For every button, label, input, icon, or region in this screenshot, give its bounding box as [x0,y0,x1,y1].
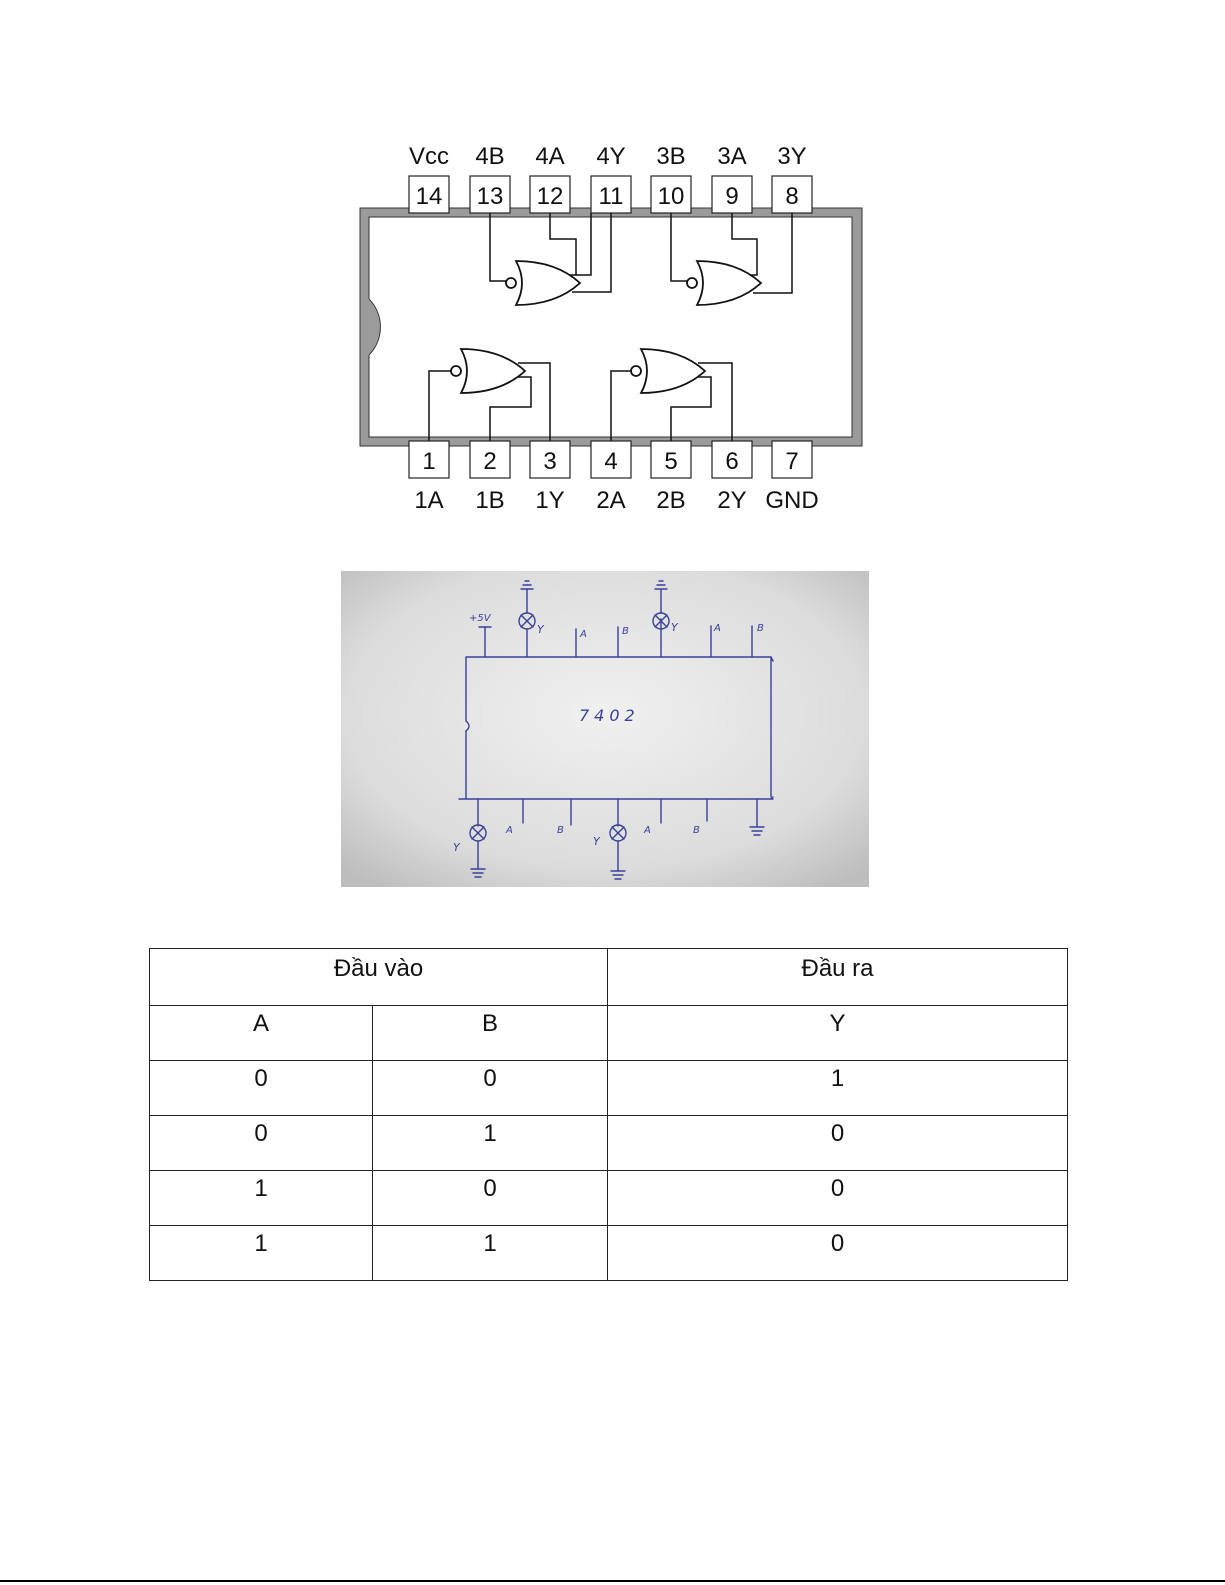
top-label-b1: B [622,626,629,637]
pin-name-1: 1A [414,487,444,514]
cell-a: 0 [150,1061,373,1116]
top-label-a2: A [714,623,721,634]
cell-y: 0 [608,1226,1068,1281]
bottom-label-a2: A [644,825,651,836]
pin-name-7: GND [765,487,819,514]
cell-b: 0 [373,1171,608,1226]
chip-label: 7402 [579,706,640,725]
bottom-label-a1: A [506,825,513,836]
outputs-header: Đầu ra [608,949,1068,1006]
top-label-y1: Y [537,623,544,636]
photo-paper [341,571,869,887]
pin-name-14: Vcc [408,143,450,170]
column-y-header: Y [608,1006,1068,1061]
pin-name-2: 1B [475,487,505,514]
cell-y: 0 [608,1116,1068,1171]
pin-number-2: 2 [483,448,497,475]
pin-number-9: 9 [725,183,739,210]
pin-number-10: 10 [657,183,685,210]
pin-number-12: 12 [536,183,564,210]
pin-name-12: 4A [535,143,565,170]
pin-number-7: 7 [785,448,799,475]
cell-b: 1 [373,1226,608,1281]
bottom-label-y2: Y [593,835,600,848]
nor-truth-table [149,948,1068,1281]
cell-a: 1 [150,1226,373,1281]
pin-name-6: 2Y [717,487,747,514]
cell-y: 0 [608,1171,1068,1226]
table-row [150,1116,1068,1171]
table-row [150,1226,1068,1281]
pin-number-5: 5 [664,448,678,475]
column-a-header: A [150,1006,373,1061]
cell-y: 1 [608,1061,1068,1116]
top-label-a1: A [580,629,587,640]
hand-drawn-wiring-photo [341,571,869,887]
pin-name-11: 4Y [596,143,626,170]
pin-name-3: 1Y [535,487,565,514]
pin-name-10: 3B [656,143,686,170]
table-header-row [150,949,1068,1006]
top-label-y2: Y [671,621,678,634]
cell-a: 1 [150,1171,373,1226]
pin-number-13: 13 [476,183,504,210]
pin-number-6: 6 [725,448,739,475]
table-subheader-row [150,1006,1068,1061]
inputs-header: Đầu vào [150,949,608,1006]
pin-number-3: 3 [543,448,557,475]
top-label-b2: B [757,623,764,634]
pin-name-5: 2B [656,487,686,514]
pin-number-8: 8 [785,183,799,210]
pin-number-11: 11 [598,183,624,210]
ic-7402-pinout-diagram [355,135,867,520]
supply-label: +5V [469,613,491,624]
bottom-label-b1: B [557,825,564,836]
pin-name-4: 2A [596,487,626,514]
pin-number-1: 1 [422,448,436,475]
table-row [150,1171,1068,1226]
pin-name-9: 3A [717,143,747,170]
pin-number-14: 14 [415,183,443,210]
bottom-label-y1: Y [453,841,460,854]
cell-b: 0 [373,1061,608,1116]
page-bottom-rule [0,1580,1225,1582]
bottom-label-b2: B [693,825,700,836]
pin-number-4: 4 [604,448,618,475]
table-row [150,1061,1068,1116]
cell-b: 1 [373,1116,608,1171]
cell-a: 0 [150,1116,373,1171]
column-b-header: B [373,1006,608,1061]
pin-name-8: 3Y [777,143,807,170]
pin-name-13: 4B [475,143,505,170]
